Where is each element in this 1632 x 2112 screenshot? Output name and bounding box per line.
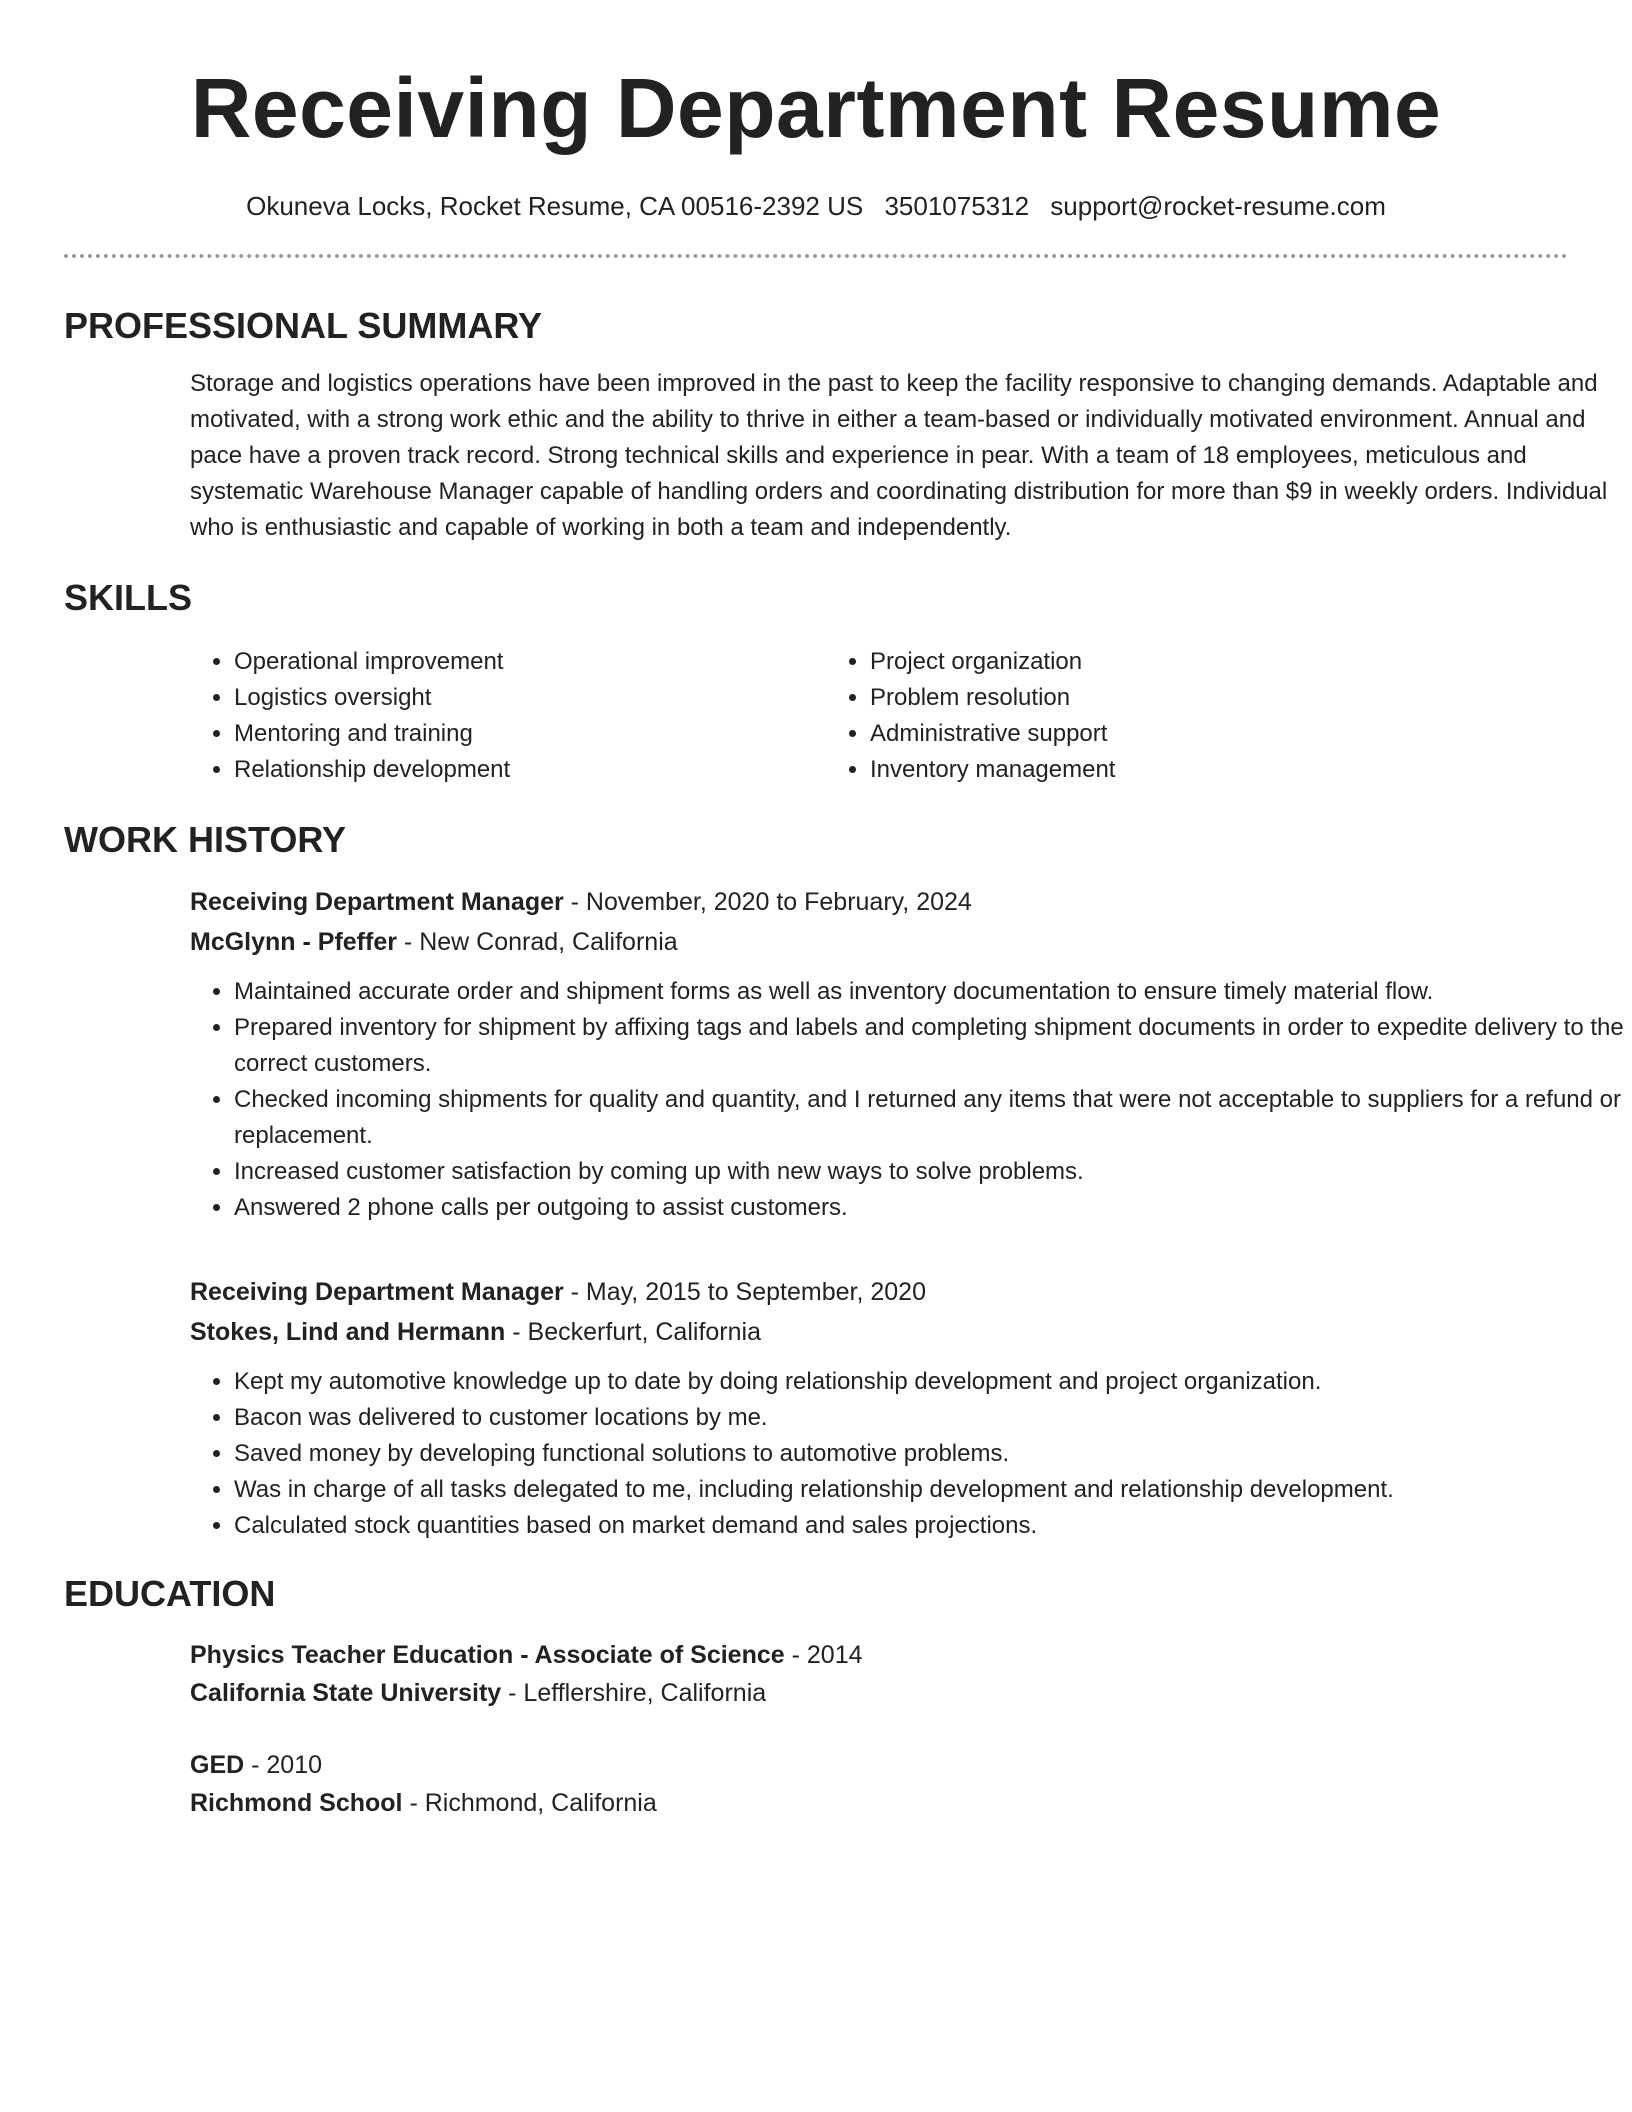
job-company-line xyxy=(190,922,1568,962)
job-title-line xyxy=(190,1272,1568,1312)
skill-item: • Inventory management xyxy=(870,752,1462,788)
job-title-line xyxy=(190,882,1568,922)
job-bullet: • Bacon was delivered to customer locations by me. xyxy=(234,1400,1624,1436)
skills-list xyxy=(190,644,1568,788)
skill-item: • Mentoring and training xyxy=(234,716,826,752)
header-divider xyxy=(64,254,1568,258)
education-entry xyxy=(190,1746,1568,1822)
job-dates: - May, 2015 to September, 2020 xyxy=(563,1278,926,1306)
education-year: - 2014 xyxy=(784,1641,863,1669)
skill-item: • Logistics oversight xyxy=(234,680,826,716)
resume-title: Receiving Department Resume xyxy=(190,61,1442,155)
job-position: Receiving Department Manager xyxy=(190,888,564,916)
education-location: - Lefflershire, California xyxy=(501,1679,767,1707)
summary-heading: PROFESSIONAL SUMMARY xyxy=(64,305,543,346)
education-school: Richmond School xyxy=(190,1789,403,1817)
skills-column-left xyxy=(190,644,826,788)
skill-item: • Administrative support xyxy=(870,716,1462,752)
skill-item: • Operational improvement xyxy=(234,644,826,680)
job-company-line xyxy=(190,1312,1568,1352)
job-position: Receiving Department Manager xyxy=(190,1278,564,1306)
contact-address: Okuneva Locks, Rocket Resume, CA 00516-2392 US xyxy=(246,191,864,221)
job-bullet: • Checked incoming shipments for quality and quantity, and I returned any items that were not acceptable to suppliers for a refund or replacement. xyxy=(234,1082,1624,1154)
education-degree-line xyxy=(190,1746,1568,1784)
skill-item: • Project organization xyxy=(870,644,1462,680)
job-bullets xyxy=(190,974,1624,1226)
education-degree: Physics Teacher Education - Associate of Science xyxy=(190,1641,785,1669)
skills-column-right xyxy=(826,644,1462,788)
education-degree: GED xyxy=(190,1751,245,1779)
education-school-line xyxy=(190,1784,1568,1822)
job-bullet: • Maintained accurate order and shipment forms as well as inventory documentation to ensure timely material flow. xyxy=(234,974,1624,1010)
job-entry xyxy=(190,1272,1568,1544)
job-bullet: • Prepared inventory for shipment by affixing tags and labels and completing shipment documents in order to expedite delivery to the correct customers. xyxy=(234,1010,1624,1082)
job-company: Stokes, Lind and Hermann xyxy=(190,1318,506,1346)
job-location: - Beckerfurt, California xyxy=(505,1318,761,1346)
education-location: - Richmond, California xyxy=(402,1789,657,1817)
skill-item: • Relationship development xyxy=(234,752,826,788)
education-degree-line xyxy=(190,1636,1568,1674)
work-history-heading: WORK HISTORY xyxy=(64,819,347,860)
contact-line xyxy=(64,188,1568,224)
job-bullet: • Saved money by developing functional solutions to automotive problems. xyxy=(234,1436,1624,1472)
job-bullets xyxy=(190,1364,1624,1544)
job-bullet: • Calculated stock quantities based on market demand and sales projections. xyxy=(234,1508,1624,1544)
summary-text: Storage and logistics operations have been improved in the past to keep the facility responsive to changing demands. Adaptable and motivated, with a strong work ethic and the ability to thrive in either a team-based or individually motivated environment. Annual and pace have a proven track record. Strong technical skills and experience in pear. With a team of 18 employees, meticulous and systematic Warehouse Manager capable of handling orders and coordinating distribution for more than $9 in weekly orders. Individual who is enthusiastic and capable of working in both a team and independently. xyxy=(190,370,1608,541)
education-school-line xyxy=(190,1674,1568,1712)
job-company: McGlynn - Pfeffer xyxy=(190,928,397,956)
skill-item: • Problem resolution xyxy=(870,680,1462,716)
education-year: - 2010 xyxy=(244,1751,323,1779)
contact-email: support@rocket-resume.com xyxy=(1050,191,1386,221)
skills-heading: SKILLS xyxy=(64,577,193,618)
job-dates: - November, 2020 to February, 2024 xyxy=(563,888,972,916)
job-bullet: • Answered 2 phone calls per outgoing to assist customers. xyxy=(234,1190,1624,1226)
job-location: - New Conrad, California xyxy=(396,928,678,956)
job-bullet: • Was in charge of all tasks delegated to me, including relationship development and relationship development. xyxy=(234,1472,1624,1508)
education-heading: EDUCATION xyxy=(64,1573,276,1614)
education-entry xyxy=(190,1636,1568,1712)
job-bullet: • Increased customer satisfaction by coming up with new ways to solve problems. xyxy=(234,1154,1624,1190)
job-bullet: • Kept my automotive knowledge up to date by doing relationship development and project organization. xyxy=(234,1364,1624,1400)
education-school: California State University xyxy=(190,1679,502,1707)
contact-phone: 3501075312 xyxy=(884,191,1030,221)
job-entry xyxy=(190,882,1624,1226)
